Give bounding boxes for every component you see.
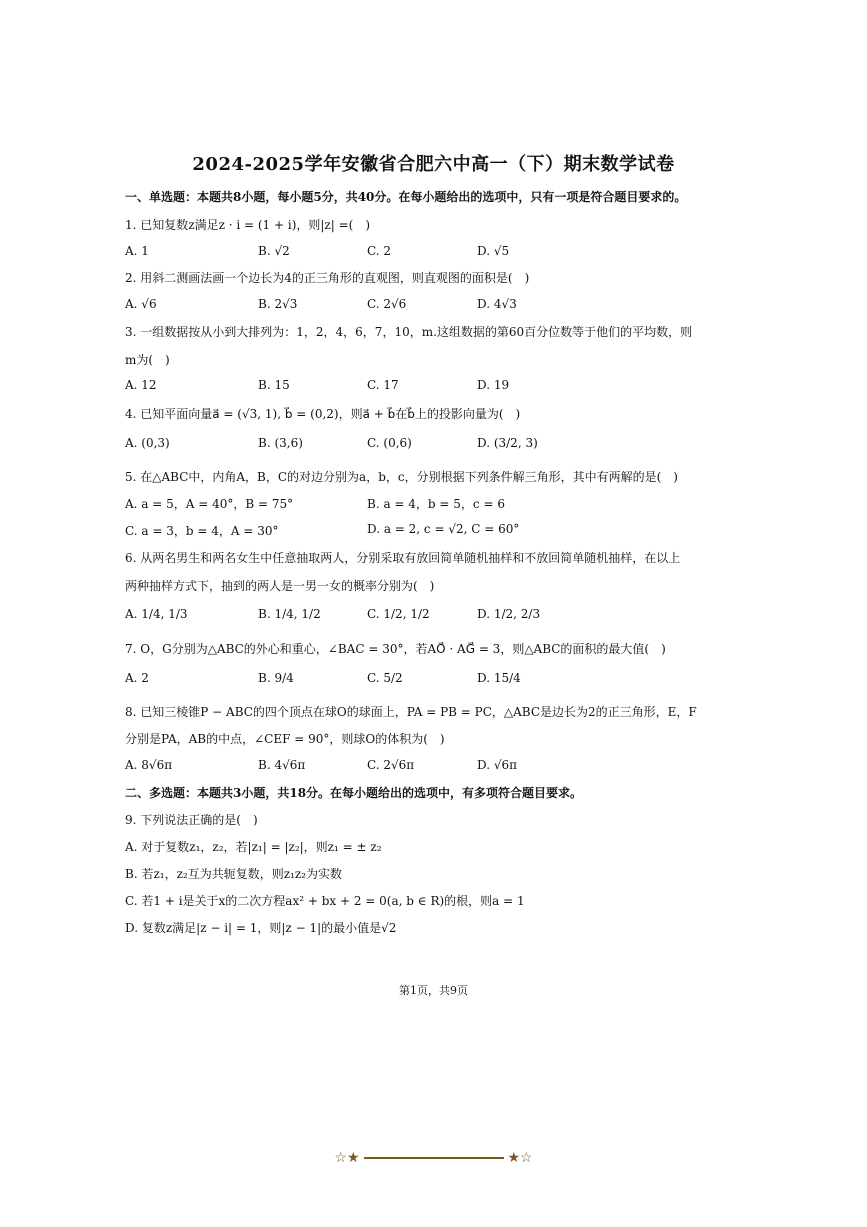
question-9-option-a: A. 对于复数z₁，z₂，若|z₁| = |z₂|，则z₁ = ± z₂ — [125, 840, 382, 854]
question-6: 6. 从两名男生和两名女生中任意抽取两人，分别采取有放回简单随机抽样和不放回简单随机抽样，在以上 — [125, 551, 681, 565]
question-8: 8. 已知三棱锥P − ABC的四个顶点在球O的球面上，PA = PB = PC，△ABC是边长为2的正三角形，E，F — [125, 705, 697, 719]
option-d: D. 19 — [477, 378, 510, 392]
option-a: A. a = 5，A = 40°，B = 75° — [125, 497, 294, 511]
question-6-options — [125, 607, 745, 627]
section-single-choice: 一、单选题：本题共8小题，每小题5分，共40分。在每小题给出的选项中，只有一项是符合题目要求的。 — [125, 190, 687, 204]
question-7-options — [125, 671, 745, 691]
page-footer: 第1页，共9页 — [399, 984, 468, 997]
option-c: C. 2 — [367, 244, 392, 258]
option-b: B. √2 — [258, 244, 290, 258]
option-b: B. (3,6) — [258, 436, 303, 450]
question-1: 1. 已知复数z满足z · i = (1 + i)，则|z| =( ) — [125, 218, 371, 232]
question-7: 7. O，G分别为△ABC的外心和重心，∠BAC = 30°，若AO⃗ · AG⃗ = 3，则△ABC的面积的最大值( ) — [125, 642, 666, 656]
option-d: D. 15/4 — [477, 671, 521, 685]
option-c: C. 2√6π — [367, 758, 415, 772]
option-b: B. a = 4，b = 5，c = 6 — [367, 497, 505, 511]
section-multiple-choice: 二、多选题：本题共3小题，共18分。在每小题给出的选项中，有多项符合题目要求。 — [125, 786, 583, 800]
star-left-icon: ☆★ — [334, 1150, 360, 1166]
option-d: D. √5 — [477, 244, 510, 258]
question-4-options — [125, 436, 745, 456]
option-b: B. 9/4 — [258, 671, 294, 685]
question-1-options — [125, 244, 745, 264]
option-d: D. √6π — [477, 758, 517, 772]
option-c: C. 2√6 — [367, 297, 407, 311]
question-5-options-row-2 — [125, 522, 745, 542]
option-a: A. √6 — [125, 297, 157, 311]
star-right-icon: ★☆ — [507, 1150, 533, 1166]
footer-decoration — [0, 1150, 867, 1166]
option-a: A. 8√6π — [125, 758, 173, 772]
question-3: 3. 一组数据按从小到大排列为：1，2，4，6，7，10，m.这组数据的第60百分位数等于他们的平均数，则 — [125, 325, 693, 339]
question-6-continued: 两种抽样方式下，抽到的两人是一男一女的概率分别为( ) — [125, 579, 435, 593]
decorative-line — [364, 1157, 504, 1159]
question-5: 5. 在△ABC中，内角A，B，C的对边分别为a，b，c，分别根据下列条件解三角形，其中有两解的是( ) — [125, 470, 678, 484]
exam-title: 2024-2025学年安徽省合肥六中高一（下）期末数学试卷 — [192, 154, 675, 175]
question-8-options — [125, 758, 745, 778]
option-a: A. 2 — [125, 671, 149, 685]
question-8-continued: 分别是PA，AB的中点，∠CEF = 90°，则球O的体积为( ) — [125, 732, 445, 746]
question-9-option-d: D. 复数z满足|z − i| = 1，则|z − 1|的最小值是√2 — [125, 921, 397, 935]
question-9-option-c: C. 若1 + i是关于x的二次方程ax² + bx + 2 = 0(a, b ∈ R)的根，则a = 1 — [125, 894, 525, 908]
option-a: A. 1/4, 1/3 — [125, 607, 188, 621]
option-c: C. 5/2 — [367, 671, 403, 685]
question-9-option-b: B. 若z₁，z₂互为共轭复数，则z₁z₂为实数 — [125, 867, 342, 881]
question-3-continued: m为( ) — [125, 353, 170, 367]
option-b: B. 1/4, 1/2 — [258, 607, 321, 621]
option-c: C. 17 — [367, 378, 399, 392]
option-b: B. 2√3 — [258, 297, 298, 311]
question-3-options — [125, 378, 745, 398]
option-a: A. (0,3) — [125, 436, 170, 450]
option-d: D. 1/2, 2/3 — [477, 607, 541, 621]
option-d: D. (3/2, 3) — [477, 436, 538, 450]
option-b: B. 4√6π — [258, 758, 306, 772]
option-a: A. 1 — [125, 244, 149, 258]
option-c: C. a = 3，b = 4，A = 30° — [125, 524, 279, 538]
question-5-options-row-1 — [125, 495, 745, 515]
option-c: C. (0,6) — [367, 436, 412, 450]
question-4: 4. 已知平面向量a⃗ = (√3, 1), b⃗ = (0,2)，则a⃗ + b⃗在b⃗上的投影向量为( ) — [125, 407, 521, 421]
option-d: D. 4√3 — [477, 297, 517, 311]
question-2: 2. 用斜二测画法画一个边长为4的正三角形的直观图，则直观图的面积是( ) — [125, 271, 530, 285]
option-a: A. 12 — [125, 378, 157, 392]
option-c: C. 1/2, 1/2 — [367, 607, 430, 621]
question-9: 9. 下列说法正确的是( ) — [125, 813, 258, 827]
option-b: B. 15 — [258, 378, 290, 392]
question-2-options — [125, 297, 745, 317]
option-d: D. a = 2, c = √2, C = 60° — [367, 522, 520, 536]
